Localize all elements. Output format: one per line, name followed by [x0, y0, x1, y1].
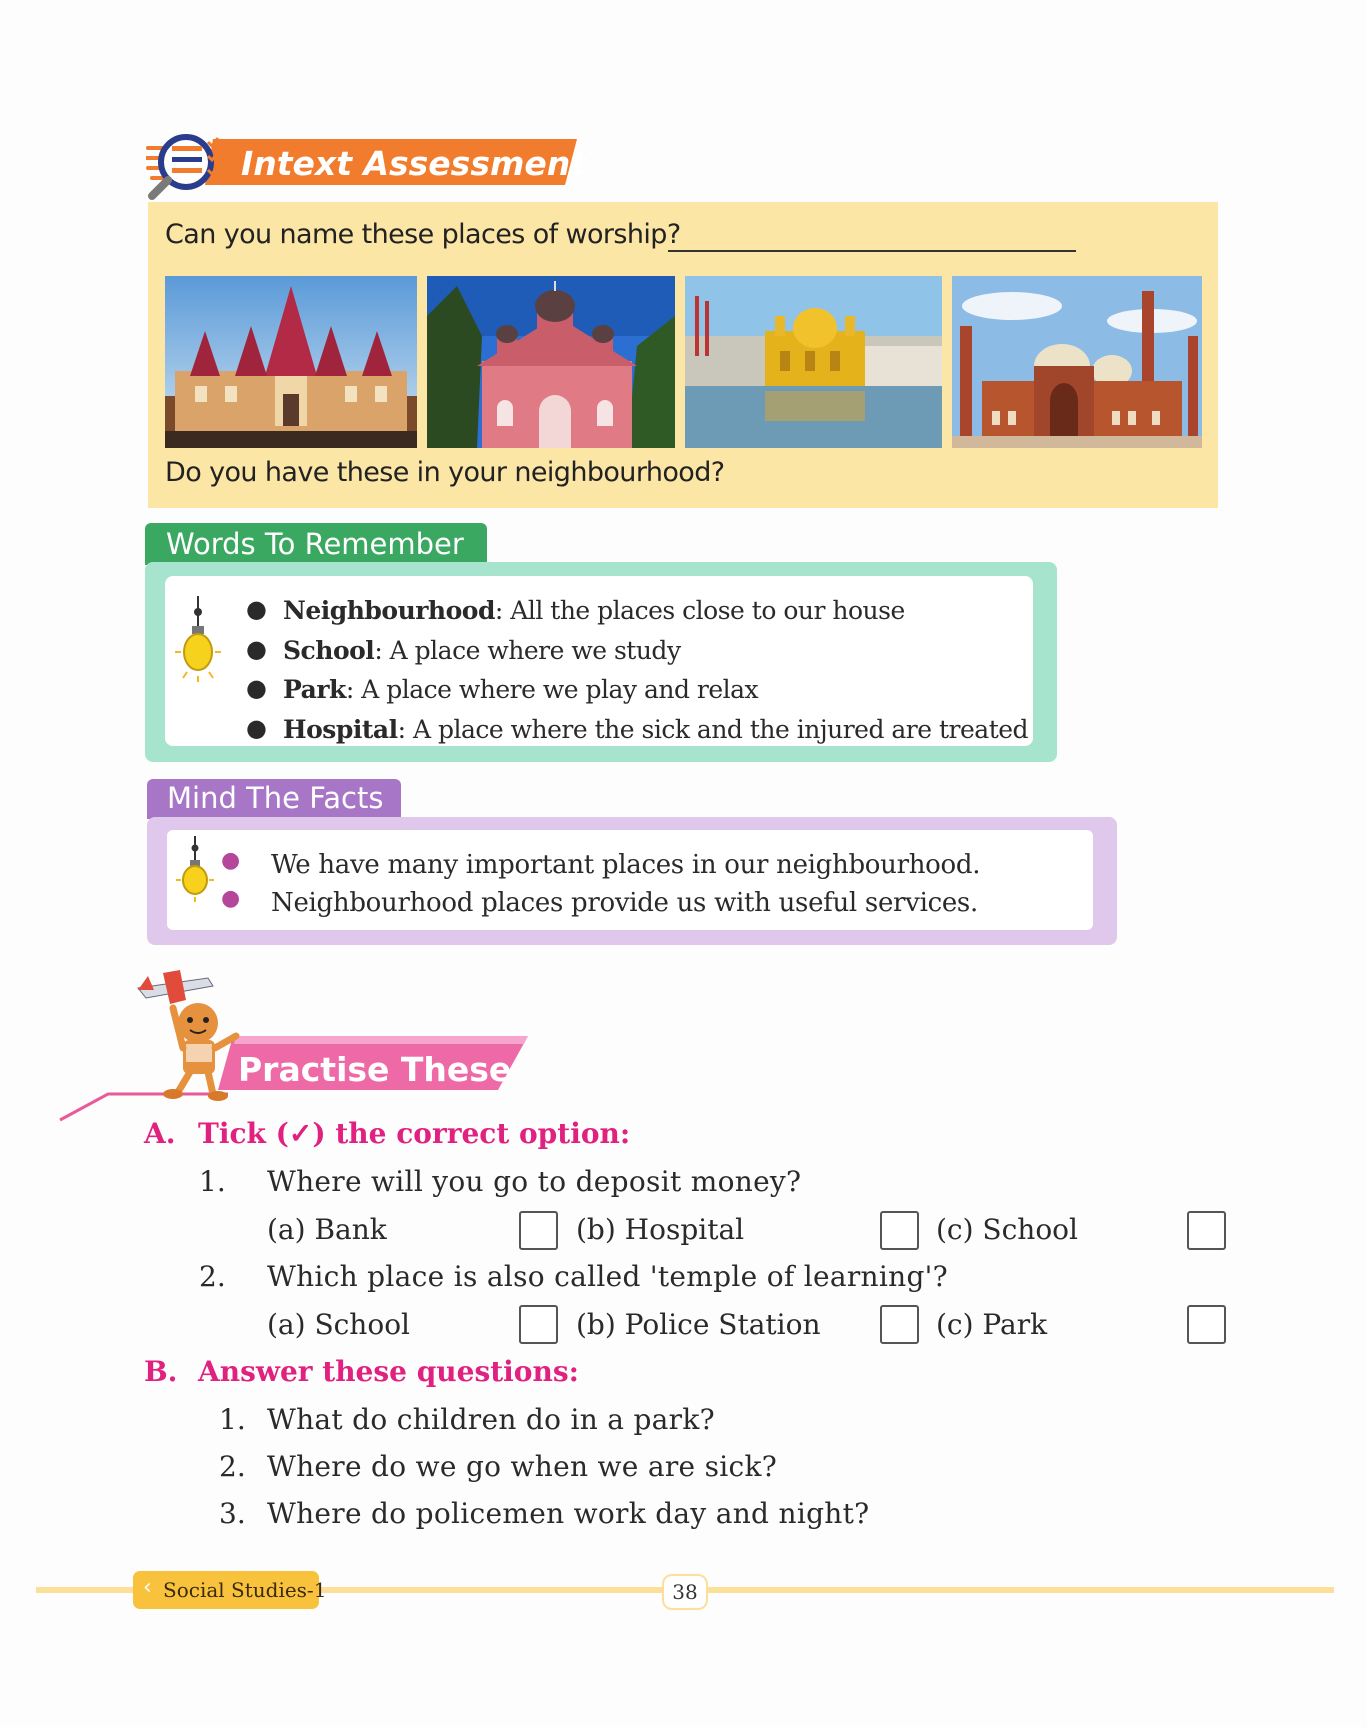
words-to-remember-title: Words To Remember [166, 527, 464, 561]
tick-checkbox[interactable] [1187, 1305, 1226, 1344]
section-letter: B. [144, 1355, 178, 1388]
bullet: ● [246, 714, 267, 742]
magnifier-checklist-icon [146, 128, 224, 200]
tick-checkbox[interactable] [519, 1305, 558, 1344]
bullet: ● [221, 848, 240, 873]
worship-question: Can you name these places of worship? [165, 219, 681, 250]
term: Hospital [283, 715, 398, 744]
tick-checkbox[interactable] [880, 1211, 919, 1250]
question-number: 1. [219, 1403, 246, 1436]
mind-the-facts-title: Mind The Facts [167, 781, 384, 815]
bullet: ● [246, 674, 267, 702]
tick-checkbox[interactable] [519, 1211, 558, 1250]
tick-checkbox[interactable] [1187, 1211, 1226, 1250]
option-label: (b) Police Station [576, 1308, 821, 1341]
church-photo [427, 276, 675, 448]
question-text: Which place is also called 'temple of learning'? [267, 1260, 948, 1293]
lightbulb-icon [175, 836, 215, 920]
fact-text: We have many important places in our neighbourhood. [271, 850, 981, 880]
practise-these-banner [58, 968, 538, 1128]
option-label: (c) Park [936, 1308, 1048, 1341]
option-label: (b) Hospital [576, 1213, 745, 1246]
book-title-badge [133, 1571, 327, 1609]
option-label: (c) School [936, 1213, 1078, 1246]
list-item [246, 714, 1029, 744]
term: Park [283, 675, 346, 704]
list-item [246, 595, 905, 625]
temple-photo [165, 276, 417, 448]
golden-temple-photo [685, 276, 942, 448]
chevron-left-icon: ‹ [143, 1575, 152, 1600]
section-letter: A. [144, 1117, 176, 1150]
words-to-remember-tab [145, 523, 487, 565]
question-text: Where do we go when we are sick? [267, 1450, 778, 1483]
question-text: Where do policemen work day and night? [267, 1497, 870, 1530]
list-item [246, 635, 681, 665]
definition: : A place where the sick and the injured are treated [397, 715, 1029, 744]
term: Neighbourhood [283, 596, 495, 625]
list-item [246, 674, 759, 704]
intext-assessment-title: Intext Assessment [241, 144, 587, 183]
lightbulb-icon [173, 596, 223, 700]
bullet: ● [246, 635, 267, 663]
page-number: 38 [662, 1574, 708, 1610]
fact-text: Neighbourhood places provide us with useful services. [271, 888, 978, 918]
option-label: (a) School [267, 1308, 411, 1341]
definition: : All the places close to our house [494, 596, 905, 625]
airplane-icon [138, 970, 213, 1004]
definition: : A place where we study [374, 636, 681, 665]
answer-blank-line [668, 250, 1076, 252]
intext-assessment-banner [205, 139, 587, 185]
mind-the-facts-box [147, 817, 1117, 945]
question-number: 3. [219, 1497, 246, 1530]
bullet: ● [221, 886, 240, 911]
bullet: ● [246, 595, 267, 623]
neighbourhood-question: Do you have these in your neighbourhood? [165, 457, 725, 488]
section-title: Answer these questions: [198, 1355, 579, 1388]
mosque-photo [952, 276, 1202, 448]
words-to-remember-box [145, 562, 1057, 762]
question-number: 1. [199, 1165, 226, 1198]
question-text: Where will you go to deposit money? [267, 1165, 802, 1198]
question-number: 2. [199, 1260, 226, 1293]
question-number: 2. [219, 1450, 246, 1483]
words-to-remember-list [165, 576, 1033, 746]
question-text: What do children do in a park? [267, 1403, 715, 1436]
option-label: (a) Bank [267, 1213, 387, 1246]
mind-the-facts-tab [147, 779, 401, 819]
book-title: Social Studies-1 [163, 1578, 327, 1602]
intext-assessment-box [148, 202, 1218, 508]
tick-checkbox[interactable] [880, 1305, 919, 1344]
list-item [221, 886, 978, 918]
practise-these-title: Practise These [238, 1050, 512, 1089]
mind-the-facts-list [167, 830, 1093, 930]
term: School [283, 636, 375, 665]
definition: : A place where we play and relax [345, 675, 759, 704]
list-item [221, 848, 981, 880]
section-title: Tick (✓) the correct option: [198, 1117, 631, 1150]
